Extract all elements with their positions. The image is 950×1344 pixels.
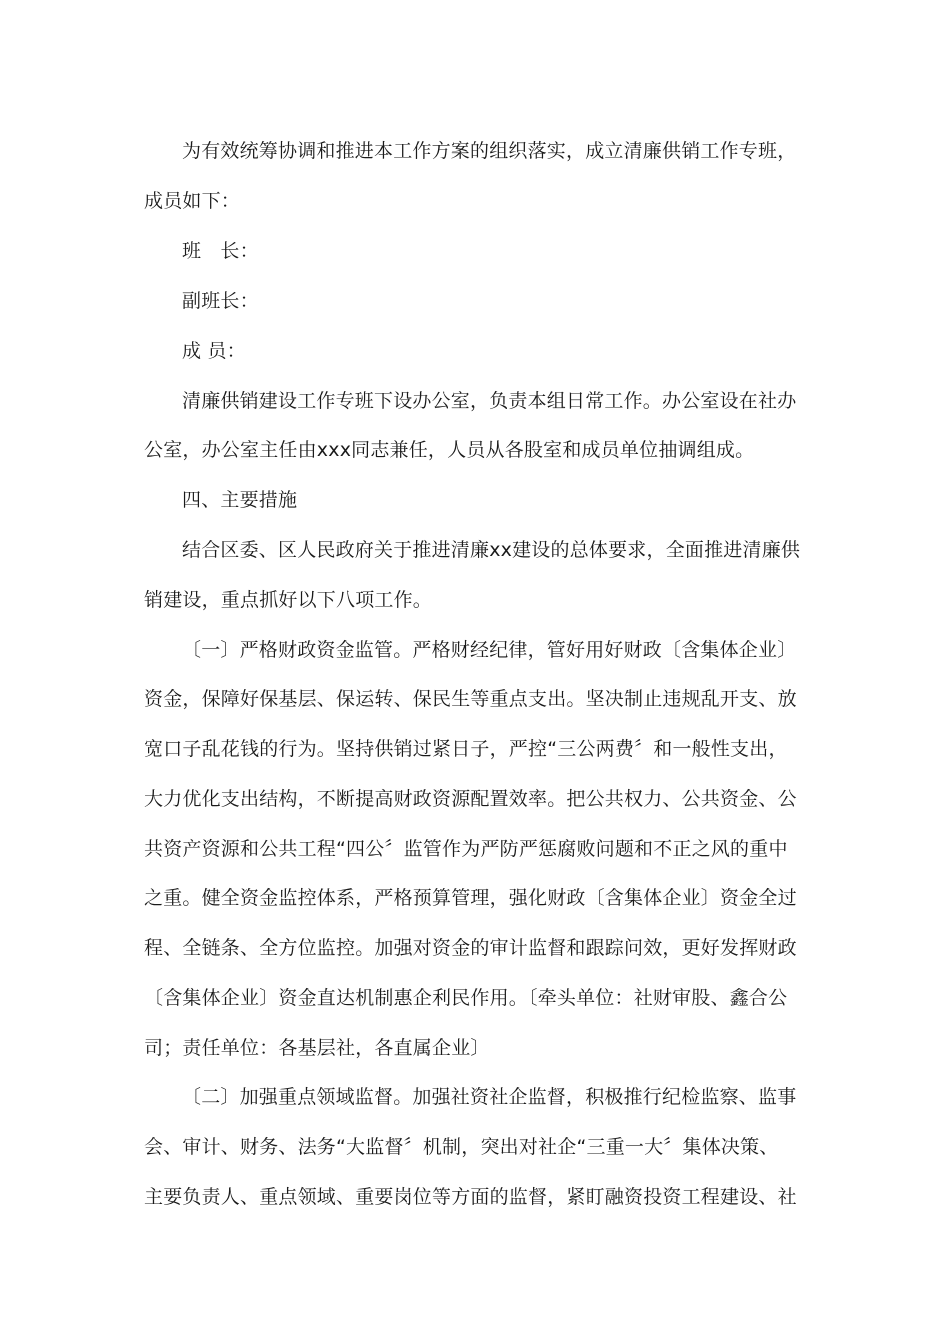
section-heading: 四、主要措施: [182, 489, 298, 511]
deputy-leader-label: 副班长：: [182, 290, 259, 312]
team-leader-label: 班 长：: [182, 240, 259, 262]
paragraph-line: 为有效统筹协调和推进本工作方案的组织落实，成立清廉供销工作专班，: [182, 140, 797, 162]
paragraph-line: 主要负责人、重点领域、重要岗位等方面的监督，紧盯融资投资工程建设、社: [144, 1186, 797, 1208]
paragraph-line: 会、审计、财务、法务“大监督〞机制，突出对社企“三重一大〞集体决策、: [144, 1136, 779, 1158]
paragraph-line: 大力优化支出结构，不断提高财政资源配置效率。把公共权力、公共资金、公: [144, 788, 797, 810]
paragraph-line: 结合区委、区人民政府关于推进清廉xx建设的总体要求，全面推进清廉供: [182, 539, 801, 561]
paragraph-line: 之重。健全资金监控体系，严格预算管理，强化财政〔含集体企业〕资金全过: [144, 887, 797, 909]
paragraph-line: 资金，保障好保基层、保运转、保民生等重点支出。坚决制止违规乱开支、放: [144, 688, 797, 710]
paragraph-line: 〔含集体企业〕资金直达机制惠企利民作用。〔牵头单位：社财审股、鑫合公: [144, 987, 788, 1009]
paragraph-line: 公室，办公室主任由xxx同志兼任，人员从各股室和成员单位抽调组成。: [144, 439, 755, 461]
paragraph-line: 清廉供销建设工作专班下设办公室，负责本组日常工作。办公室设在社办: [182, 390, 797, 412]
paragraph-line: 程、全链条、全方位监控。加强对资金的审计监督和跟踪问效，更好发挥财政: [144, 937, 797, 959]
paragraph-line: 成员如下：: [144, 190, 241, 212]
paragraph-line: 〔二〕加强重点领域监督。加强社资社企监督，积极推行纪检监察、监事: [182, 1086, 797, 1108]
paragraph-line: 〔一〕严格财政资金监管。严格财经纪律，管好用好财政〔含集体企业〕: [182, 639, 797, 661]
paragraph-line: 销建设，重点抓好以下八项工作。: [144, 589, 433, 611]
paragraph-line: 宽口子乱花钱的行为。坚持供销过紧日子，严控“三公两费〞和一般性支出，: [144, 738, 788, 760]
paragraph-line: 共资产资源和公共工程“四公〞监管作为严防严惩腐败问题和不正之风的重中: [144, 838, 788, 860]
paragraph-line: 司；责任单位：各基层社，各直属企业〕: [144, 1037, 490, 1059]
members-label: 成 员：: [182, 340, 246, 362]
